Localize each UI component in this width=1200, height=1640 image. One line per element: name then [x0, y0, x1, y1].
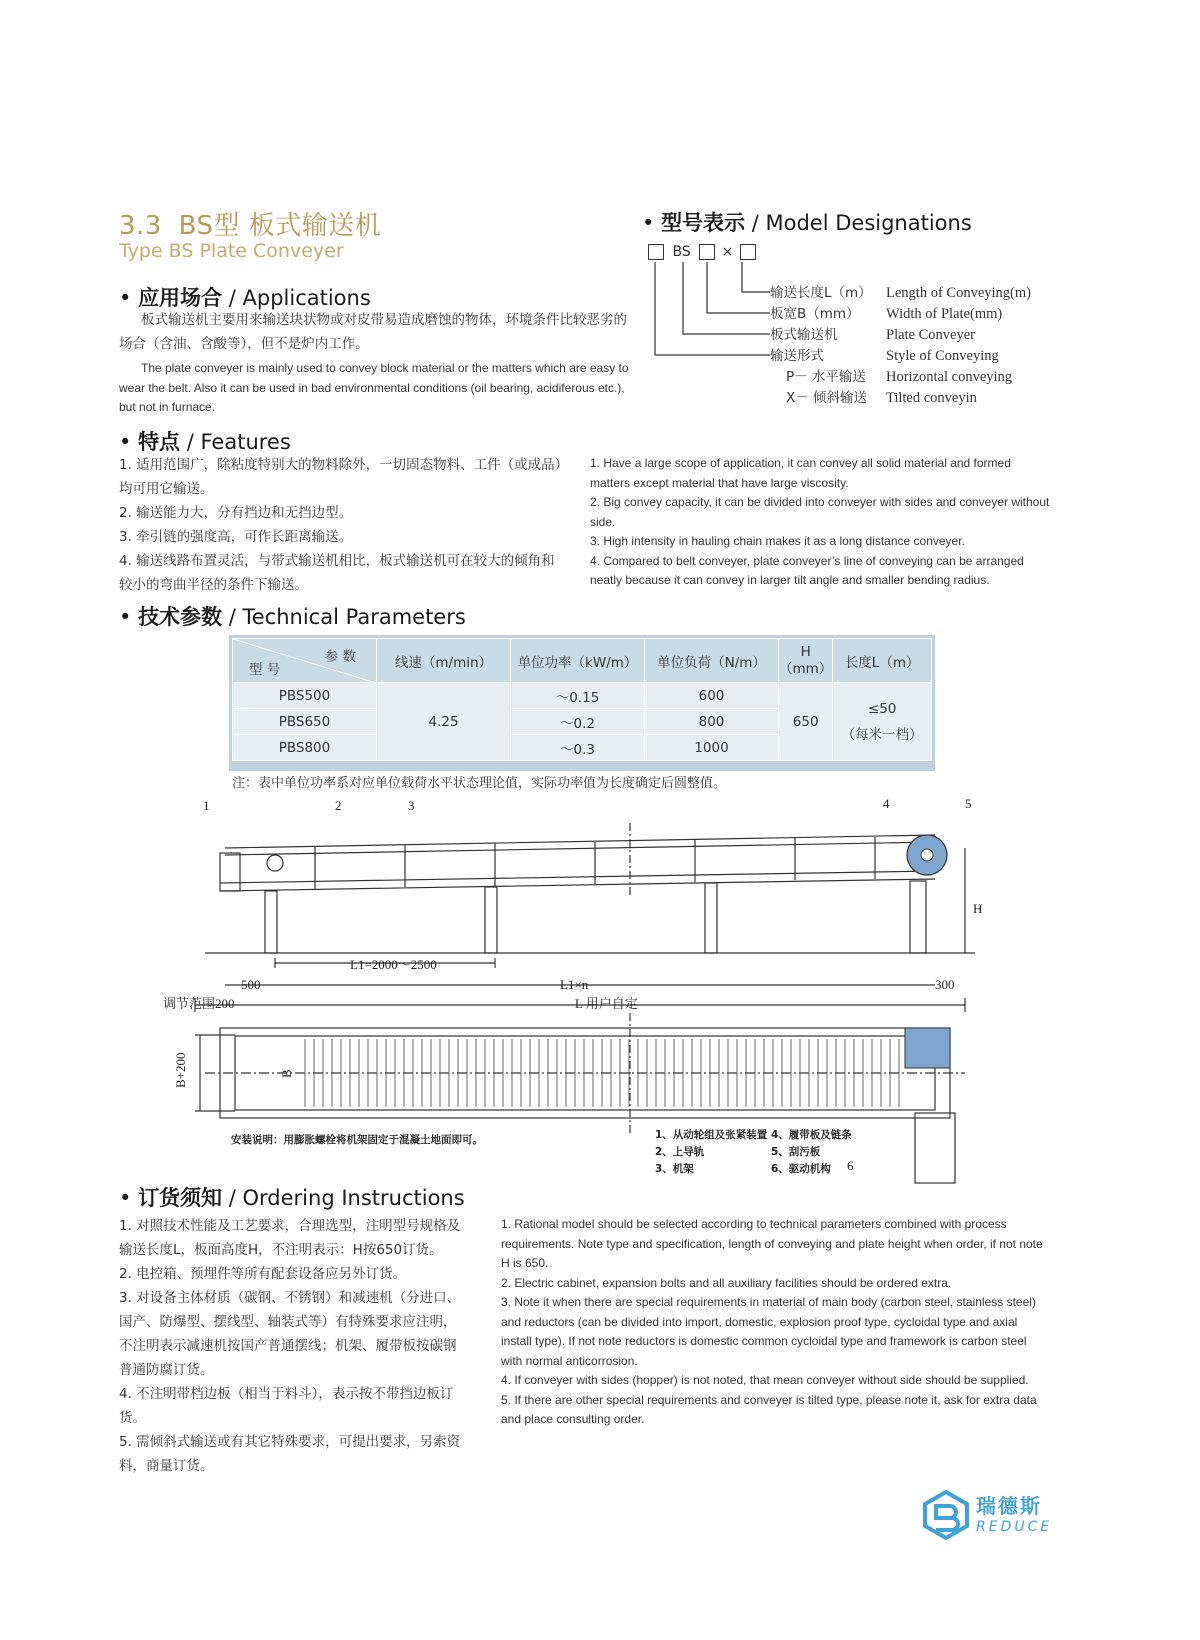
col-length: 长度L（m）	[833, 639, 932, 683]
feature-cn-item: 3. 牵引链的强度高，可作长距离输送。	[119, 529, 353, 545]
table-row: PBS500 4.25 ～0.15 600 650 ≤50 （每米一档）	[233, 683, 932, 709]
legend-item: 6、驱动机构	[771, 1163, 831, 1175]
col-h: H （mm）	[779, 639, 833, 683]
features-list-cn	[119, 453, 564, 597]
legend-item: 3、机架	[655, 1163, 694, 1175]
ordering-en-item: 5. If there are other special requirements and conveyer is tilted type, please note it, ask for extra data and place consulting order.	[501, 1392, 1037, 1426]
ordering-en-item: 2. Electric cabinet, expansion bolts and all auxiliary facilities should be ordered extra.	[501, 1275, 952, 1290]
feature-en-item: 2. Big convey capacity, it can be divided into conveyer with sides and conveyer without side.	[590, 495, 1050, 529]
ordering-list-cn	[119, 1214, 464, 1478]
features-heading: • 特点 / Features	[119, 430, 291, 454]
ordering-en-item: 1. Rational model should be selected according to technical parameters combined with process requirements. Note type and specification, length of conveying and plate height when order, if not note H is 650.	[501, 1217, 1043, 1270]
col-load: 单位负荷（N/m）	[645, 639, 779, 683]
feature-cn-item: 4. 输送线路布置灵活，与带式输送机相比，板式输送机可在较大的倾角和较小的弯曲半径的条件下输送。	[119, 553, 555, 593]
tech-heading: • 技术参数 / Technical Parameters	[119, 605, 466, 629]
callout-4: 4	[883, 796, 890, 811]
tech-table	[232, 638, 932, 761]
callout-5: 5	[965, 796, 972, 811]
brand-name-cn: 瑞德斯	[976, 1494, 1042, 1518]
features-list-en	[590, 454, 1050, 591]
code-times: ×	[721, 244, 734, 260]
ordering-cn-item: 5. 需倾斜式输送或有其它特殊要求，可提出要求，另索资料，商量订货。	[119, 1434, 461, 1474]
feature-cn-item: 1. 适用范围广，除粘度特别大的物料除外，一切固态物料、工件（或成品）均可用它输送。	[119, 457, 562, 497]
title-en: Type BS Plate Conveyer	[119, 240, 344, 262]
install-note: 安装说明：用膨胀螺栓将机架固定于混凝土地面即可。	[231, 1134, 483, 1146]
ordering-heading: • 订货须知 / Ordering Instructions	[119, 1186, 465, 1210]
dim-l: L 用户自定	[575, 996, 638, 1011]
h-cell: 650	[779, 683, 833, 761]
brand-logo-icon	[922, 1490, 970, 1540]
callout-6: 6	[847, 1158, 854, 1173]
ordering-en-item: 3. Note it when there are special requirements in material of main body (carbon steel, stainless steel) and reductors (can be divided into import, domestic, explosion proof type, cycloidal type and axial install type). If not note reductors is domestic common cycloidal type and framework is carbon steel with normal anticorrosion.	[501, 1295, 1036, 1368]
legend-item: 2、上导轨	[655, 1146, 705, 1158]
section-title	[119, 205, 381, 242]
callout-2: 2	[335, 798, 342, 813]
feature-cn-item: 2. 输送能力大，分有挡边和无挡边型。	[119, 505, 353, 521]
length-cell: ≤50 （每米一档）	[833, 683, 932, 761]
ordering-cn-item: 2. 电控箱、预埋件等所有配套设备应另外订货。	[119, 1266, 407, 1282]
feature-en-item: 1. Have a large scope of application, it can convey all solid material and formed matters except material that have large viscosity.	[590, 456, 1011, 490]
ordering-en-item: 4. If conveyer with sides (hopper) is not noted, that mean conveyer without side should be supplied.	[501, 1373, 1029, 1387]
table-row: PBS650 ～0.2 800	[233, 709, 932, 735]
dim-300: 300	[935, 977, 955, 992]
table-corner-cell	[233, 639, 377, 683]
col-power: 单位功率（kW/m）	[511, 639, 645, 683]
conveyor-drawing	[163, 793, 1025, 1198]
dim-l1xn: L1×n	[560, 977, 589, 992]
speed-cell: 4.25	[377, 683, 511, 761]
title-cn: BS型 板式输送机	[178, 211, 382, 241]
dim-h: H	[973, 901, 983, 916]
code-bs: BS	[672, 244, 691, 260]
model-labels-cn: 输送长度L（m） 板宽B（mm） 板式输送机 输送形式 P－ 水平输送 X－ 倾斜输送	[770, 285, 872, 406]
ordering-cn-item: 3. 对设备主体材质（碳钢、不锈钢）和减速机（分进口、国产、防爆型、摆线型、轴装式等）有特殊要求应注明，不注明表示减速机按国产普通摆线；机架、履带板按碳钢普通防腐订货。	[119, 1290, 461, 1378]
callout-3: 3	[408, 798, 415, 813]
brand-name-en: REDUCE	[976, 1519, 1053, 1535]
section-number: 3.3	[119, 211, 162, 241]
legend-item: 5、刮污板	[771, 1146, 821, 1158]
ordering-list-en	[501, 1215, 1051, 1430]
applications-heading: • 应用场合 / Applications	[119, 286, 371, 310]
dim-500: 500	[241, 977, 261, 992]
callout-1: 1	[203, 798, 210, 813]
legend-item: 1、从动轮组及张紧装置	[655, 1129, 768, 1141]
model-code-leader-lines	[640, 258, 780, 406]
ordering-cn-item: 4. 不注明带档边板（相当于料斗），表示按不带挡边板订货。	[119, 1386, 454, 1426]
tech-table-frame	[229, 635, 935, 771]
dim-adjust: 调节范围200	[163, 996, 235, 1011]
table-row: PBS800 ～0.3 1000	[233, 735, 932, 761]
model-labels-en: Length of Conveying(m) Width of Plate(mm) Plate Conveyer Style of Conveying Horizontal conveying Tilted conveyin	[886, 285, 1031, 406]
applications-text-cn: 板式输送机主要用来输送块状物或对皮带易造成磨蚀的物体，环境条件比较恶劣的场合（含油、含酸等），但不是炉内工作。	[119, 312, 627, 352]
dim-b: B	[279, 1069, 294, 1078]
dim-l1: L1=2000～2500	[350, 957, 437, 972]
model-designation-heading: • 型号表示 / Model Designations	[642, 211, 972, 235]
legend-item: 4、履带板及链条	[771, 1129, 852, 1141]
dim-b200: B+200	[173, 1052, 188, 1088]
applications-text-en: The plate conveyer is mainly used to convey block material or the matters which are easy to wear the belt. Also it can be used in bad environmental conditions (oil bearing, acidiferous etc.), but not in furnace.	[119, 361, 629, 414]
corner-model-label: 型 号	[249, 662, 281, 678]
ordering-cn-item: 1. 对照技术性能及工艺要求，合理选型，注明型号规格及输送长度L，板面高度H，不注明表示：H按650订货。	[119, 1218, 461, 1258]
col-speed: 线速（m/min）	[377, 639, 511, 683]
feature-en-item: 3. High intensity in hauling chain makes it as a long distance conveyer.	[590, 534, 965, 548]
feature-en-item: 4. Compared to belt conveyer, plate conveyer’s line of conveying can be arranged neatly because it can convey in larger tilt angle and smaller bending radius.	[590, 553, 1024, 587]
tech-note: 注：表中单位功率系对应单位载荷水平状态理论值，实际功率值为长度确定后圆整值。	[232, 776, 727, 791]
corner-param-label: 参 数	[324, 649, 356, 665]
